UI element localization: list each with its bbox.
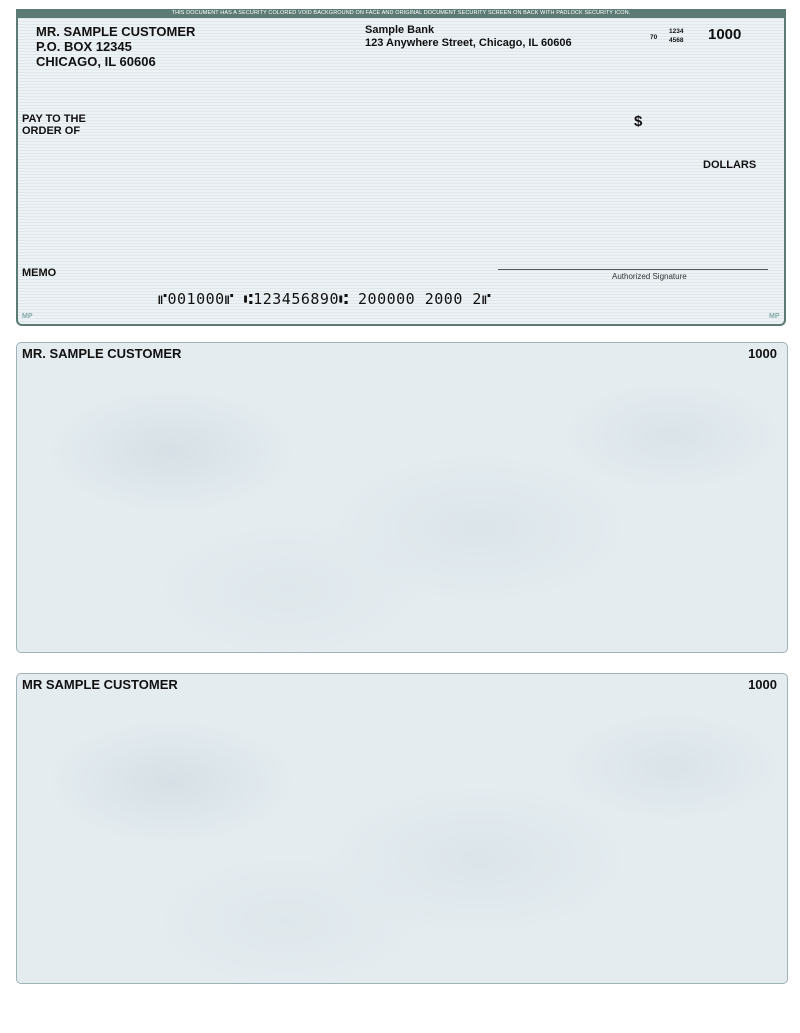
- stub-customer-name: MR SAMPLE CUSTOMER: [22, 677, 178, 692]
- routing-fraction-top: 1234: [669, 28, 684, 35]
- stub-check-number: 1000: [748, 677, 777, 692]
- pay-to-label-line-2: ORDER OF: [22, 125, 81, 137]
- bank-name: Sample Bank: [365, 24, 435, 36]
- pay-to-label-line-1: PAY TO THE: [22, 113, 86, 125]
- bank-address: 123 Anywhere Street, Chicago, IL 60606: [365, 37, 572, 49]
- stub-customer-name: MR. SAMPLE CUSTOMER: [22, 346, 182, 361]
- voucher-stub-2: [16, 673, 788, 984]
- routing-fraction-left: 70: [650, 34, 658, 41]
- security-banner: THIS DOCUMENT HAS A SECURITY COLORED VOID BACKGROUND ON FACE AND ORIGINAL DOCUMENT SECURITY SCREEN ON BACK WITH PADLOCK SECURITY ICON.: [16, 9, 786, 18]
- owner-name: MR. SAMPLE CUSTOMER: [36, 24, 196, 39]
- mp-mark-right: MP: [769, 313, 780, 320]
- memo-label: MEMO: [22, 267, 57, 279]
- check-face: [16, 9, 786, 326]
- check-number: 1000: [708, 26, 742, 43]
- stub-check-number: 1000: [748, 346, 777, 361]
- mp-mark-left: MP: [22, 313, 33, 320]
- micr-line: ⑈001000⑈ ⑆123456890⑆ 200000 2000 2⑈: [158, 290, 492, 308]
- owner-address-line-1: P.O. BOX 12345: [36, 39, 132, 54]
- owner-address-line-2: CHICAGO, IL 60606: [36, 54, 156, 69]
- routing-fraction-bottom: 4568: [669, 37, 684, 44]
- dollars-label: DOLLARS: [703, 159, 757, 171]
- voucher-stub-1: [16, 342, 788, 653]
- signature-line: [498, 269, 768, 270]
- dollar-sign: $: [634, 113, 643, 130]
- signature-label: Authorized Signature: [612, 272, 687, 281]
